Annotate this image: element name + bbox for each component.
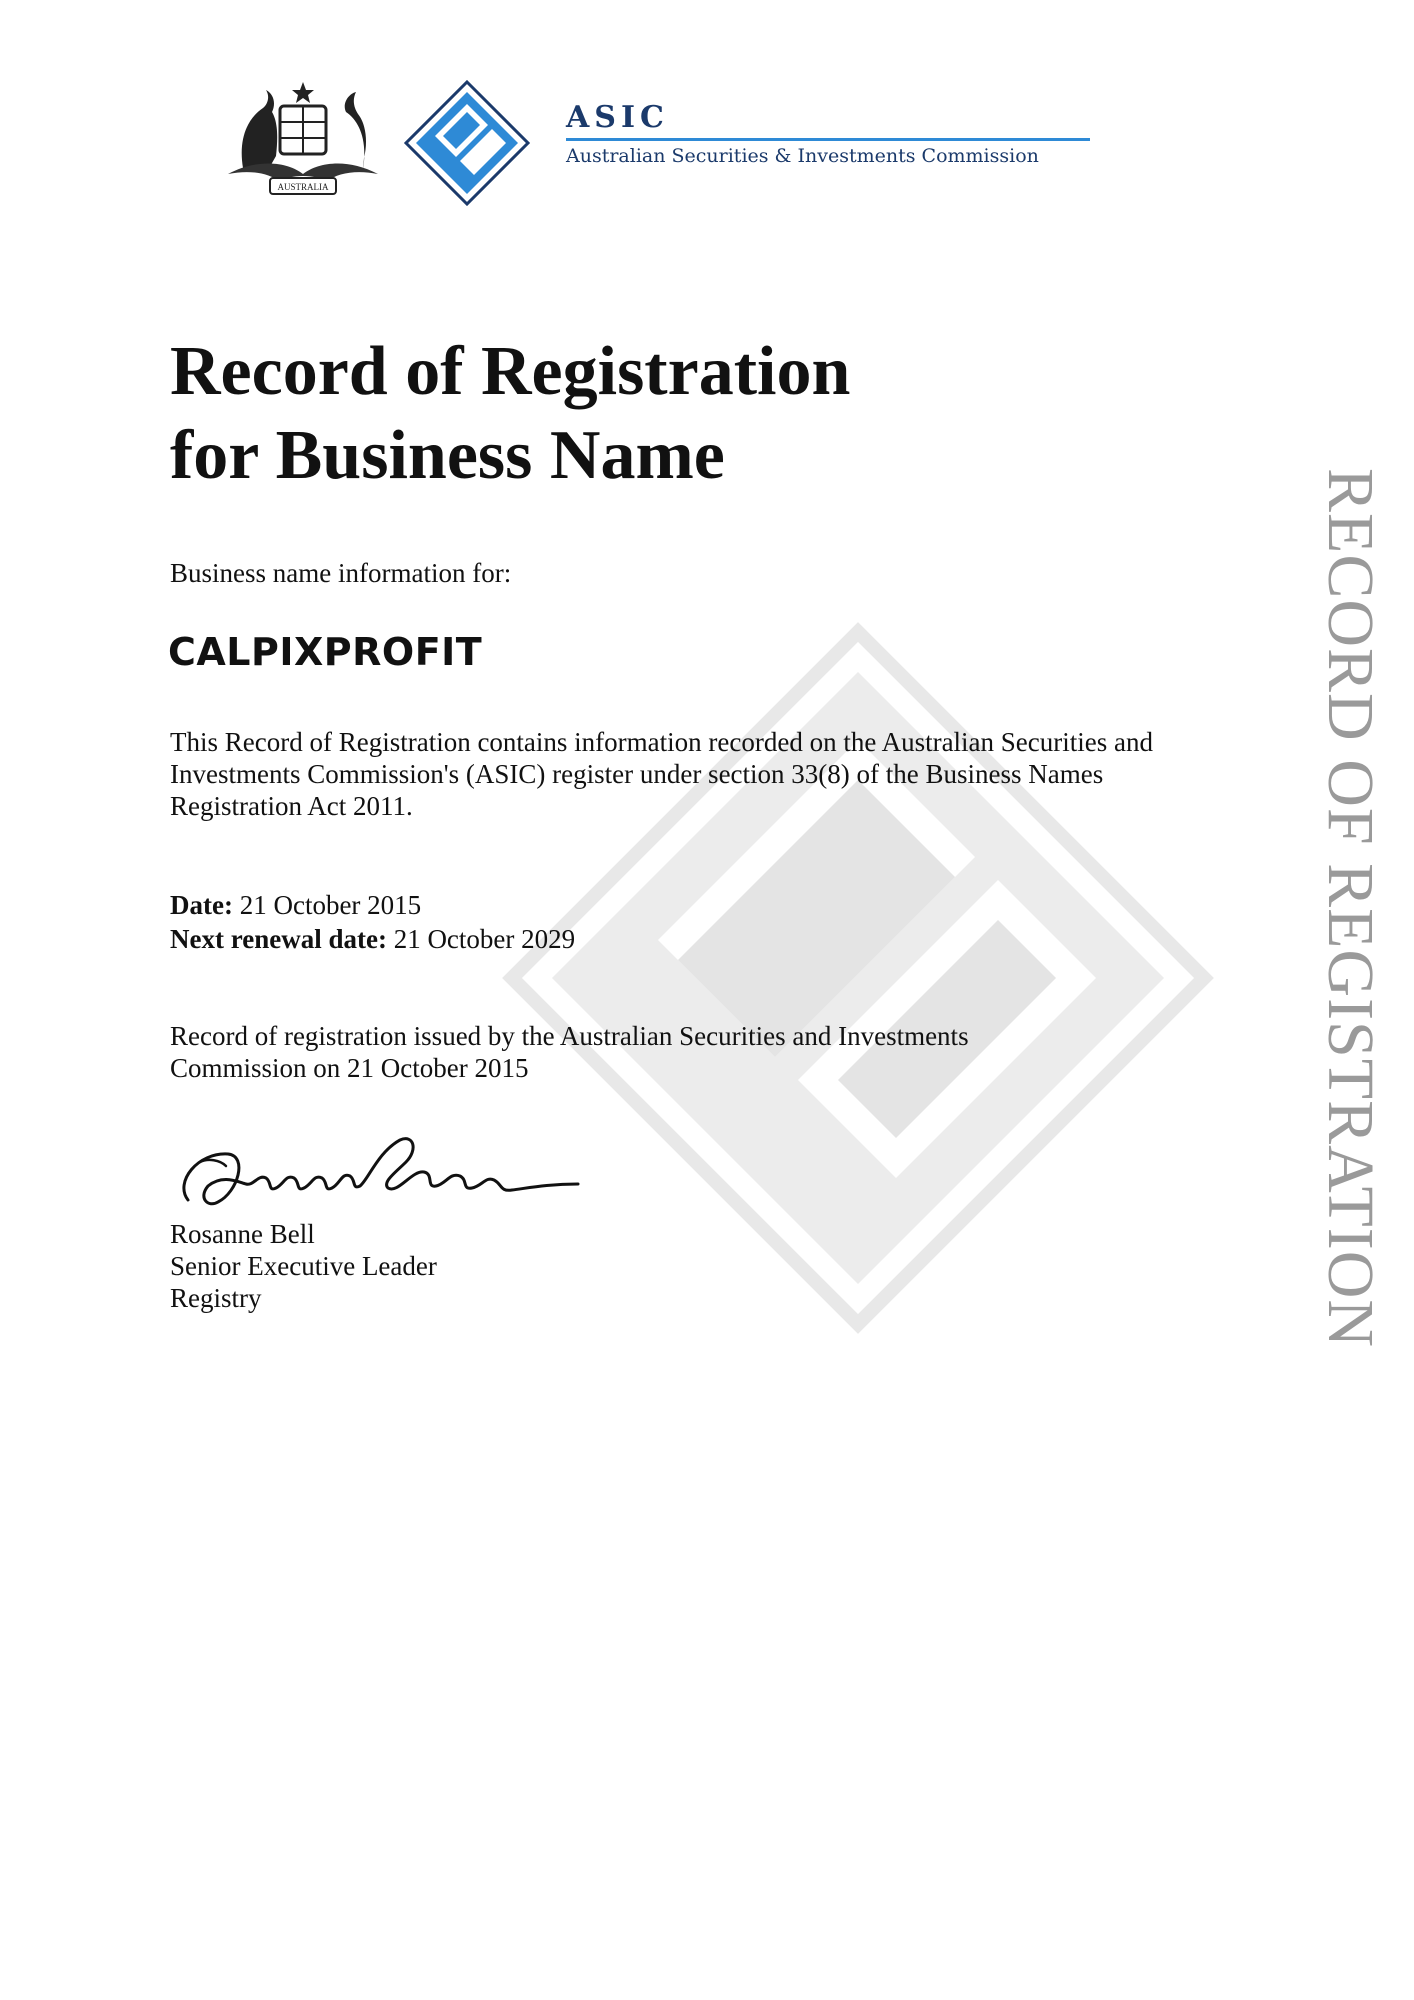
date-label: Date:	[170, 890, 233, 920]
header-divider	[566, 138, 1090, 141]
business-name: CALPIXPROFIT	[168, 630, 483, 674]
date-row	[170, 888, 575, 922]
registration-description: This Record of Registration contains information recorded on the Australian Securities and Investments Commission's (ASIC) register under section 33(8) of the Business Names Registration Act 2011.	[170, 727, 1153, 821]
issued-statement: Record of registration issued by the Australian Securities and Investments Commission on 21 October 2015	[170, 1021, 969, 1083]
side-record-label: RECORD OF REGISTRATION	[1314, 468, 1387, 1349]
handwritten-signature-icon	[168, 1122, 588, 1217]
org-name: Australian Securities & Investments Commission	[566, 145, 1039, 167]
page-title	[170, 330, 850, 498]
dates-block	[170, 888, 575, 956]
signatory-name: Rosanne Bell	[170, 1219, 315, 1249]
signatory-department: Registry	[170, 1283, 262, 1313]
title-line-2: for Business Name	[170, 417, 725, 494]
crest-motto: AUSTRALIA	[277, 182, 329, 192]
org-acronym: ASIC	[566, 100, 669, 135]
title-line-1: Record of Registration	[170, 333, 851, 410]
signatory-block	[170, 1218, 437, 1314]
business-name-intro: Business name information for:	[170, 558, 512, 588]
asic-diamond-logo-icon	[404, 80, 530, 206]
australian-coat-of-arms-icon	[218, 78, 388, 203]
renewal-date-value: 21 October 2029	[393, 924, 576, 954]
signatory-title: Senior Executive Leader	[170, 1251, 437, 1281]
renewal-date-row	[170, 922, 575, 956]
date-value: 21 October 2015	[239, 890, 422, 920]
renewal-date-label: Next renewal date:	[170, 924, 387, 954]
